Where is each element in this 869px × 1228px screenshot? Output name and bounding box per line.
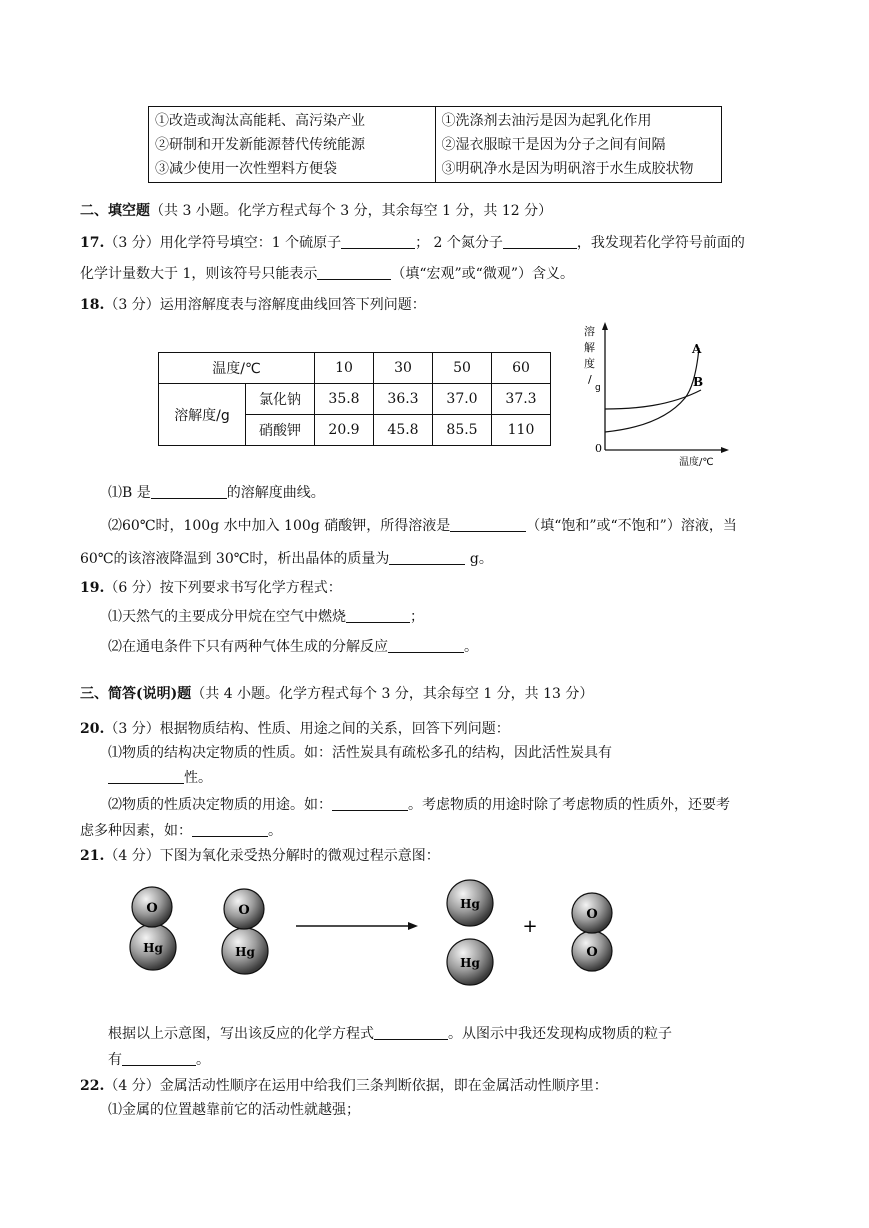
- answer-blank[interactable]: [341, 234, 415, 249]
- y-label-char: 溶: [584, 325, 595, 338]
- question-text: 化学计量数大于 1，则该符号只能表示: [80, 266, 318, 282]
- temp-cell: 50: [433, 353, 492, 384]
- question-text: ⑵在通电条件下只有两种气体生成的分解反应: [108, 639, 388, 655]
- origin-label: 0: [595, 442, 602, 455]
- question-text: 。: [464, 639, 478, 655]
- question-text: 根据以上示意图，写出该反应的化学方程式: [108, 1026, 374, 1042]
- section-2-title: 二、填空题: [80, 203, 150, 219]
- o-atom-label: O: [586, 945, 598, 960]
- y-axis-arrow: [602, 322, 608, 330]
- question-text: ；: [410, 609, 424, 625]
- answer-blank[interactable]: [503, 234, 577, 249]
- answer-blank[interactable]: [389, 550, 465, 565]
- comparison-table-right: [435, 107, 722, 182]
- question-text: ； 2 个氮分子: [415, 235, 503, 251]
- plus-sign: +: [522, 916, 538, 937]
- table-cell: 37.0: [433, 384, 492, 415]
- question-17-line-1: [80, 232, 745, 252]
- question-text: （4 分）金属活动性顺序在运用中给我们三条判断依据，即在金属活动性顺序里：: [104, 1078, 608, 1094]
- table-cell: 110: [492, 415, 551, 446]
- question-text: ，我发现若化学符号前面的: [576, 235, 745, 251]
- answer-blank[interactable]: [450, 517, 526, 532]
- answer-blank[interactable]: [108, 769, 184, 784]
- question-20-part-2: [108, 794, 730, 814]
- section-2-desc: （共 3 小题。化学方程式每个 3 分，其余每空 1 分，共 12 分）: [150, 203, 553, 219]
- question-text: ⑴物质的结构决定物质的性质。如：活性炭具有疏松多孔的结构，因此活性炭具有: [108, 745, 612, 761]
- question-text: 。: [196, 1052, 210, 1068]
- mercury-oxide-molecule: [130, 887, 176, 970]
- table-cell: 36.3: [374, 384, 433, 415]
- answer-blank[interactable]: [374, 1025, 448, 1040]
- question-text: 60℃的该溶液降温到 30℃时，析出晶体的质量为: [80, 551, 390, 567]
- question-text: g。: [469, 551, 493, 567]
- question-text: （填“宏观”或“微观”）含义。: [391, 266, 574, 282]
- question-text: （6 分）按下列要求书写化学方程式：: [104, 580, 342, 596]
- answer-blank[interactable]: [346, 608, 410, 623]
- mercury-oxide-molecule: [222, 889, 268, 974]
- temp-cell: 30: [374, 353, 433, 384]
- question-19-line-1: [80, 577, 342, 597]
- question-19-part-2: [108, 636, 478, 656]
- x-axis-arrow: [721, 447, 729, 453]
- question-21-line-1: [80, 845, 440, 865]
- question-22-part-1: [108, 1099, 360, 1119]
- mercury-oxide-decomposition-diagram: [120, 875, 660, 995]
- answer-blank[interactable]: [317, 265, 391, 280]
- question-number: 22.: [80, 1078, 105, 1094]
- oxygen-molecule: [572, 893, 612, 971]
- o-atom-label: O: [238, 903, 250, 918]
- question-text: ⑵物质的性质决定物质的用途。如：: [108, 797, 332, 813]
- solubility-table: [158, 352, 551, 446]
- y-label-char: /: [588, 373, 592, 386]
- solubility-label: 溶解度/g: [159, 384, 246, 446]
- section-3-title: 三、简答(说明)题: [80, 686, 192, 702]
- table-cell: 37.3: [492, 384, 551, 415]
- question-18-part-2: [108, 515, 737, 535]
- curve-b: [605, 390, 701, 409]
- question-text: 。考虑物质的用途时除了考虑物质的性质外，还要考: [408, 797, 730, 813]
- hg-atom-label: Hg: [460, 956, 480, 970]
- solubility-curve-graph: [575, 318, 735, 478]
- table-cell: 35.8: [315, 384, 374, 415]
- question-20-part-2-cont: [80, 820, 282, 840]
- curve-a-label: A: [692, 342, 702, 356]
- question-text: （4 分）下图为氧化汞受热分解时的微观过程示意图：: [104, 848, 440, 864]
- question-text: ⑴B 是: [108, 485, 151, 501]
- question-number: 21.: [80, 848, 105, 864]
- question-20-part-1: [108, 742, 612, 762]
- table-cell: ①改造或淘汰高能耗、高污染产业: [155, 113, 365, 129]
- x-axis-label: 温度/℃: [679, 457, 714, 468]
- question-text: （3 分）运用溶解度表与溶解度曲线回答下列问题：: [104, 297, 426, 313]
- question-17-line-2: [80, 263, 574, 283]
- question-text: 性。: [184, 770, 212, 786]
- section-2-heading: [80, 200, 552, 220]
- question-20-line-1: [80, 718, 510, 738]
- hg-atom-label: Hg: [235, 945, 255, 959]
- question-text: 有: [108, 1052, 122, 1068]
- table-cell: 45.8: [374, 415, 433, 446]
- answer-blank[interactable]: [151, 484, 227, 499]
- o-atom-label: O: [146, 901, 158, 916]
- y-label-char: g: [595, 383, 601, 393]
- o-atom-label: O: [586, 907, 598, 922]
- question-text: 。从图示中我还发现构成物质的粒子: [448, 1026, 672, 1042]
- question-number: 17.: [80, 235, 105, 251]
- hg-atom-label: Hg: [143, 941, 163, 955]
- table-cell: 85.5: [433, 415, 492, 446]
- question-20-part-1-cont: [108, 767, 212, 787]
- answer-blank[interactable]: [332, 796, 408, 811]
- question-number: 18.: [80, 297, 105, 313]
- table-cell: ②湿衣服晾干是因为分子之间有间隔: [441, 137, 666, 153]
- question-text: ⑴金属的位置越靠前它的活动性就越强；: [108, 1102, 360, 1118]
- curve-a: [605, 348, 699, 432]
- header-temperature: 温度/℃: [159, 353, 315, 384]
- temp-cell: 60: [492, 353, 551, 384]
- question-number: 20.: [80, 721, 105, 737]
- substance-name: 氯化钠: [246, 384, 315, 415]
- section-3-heading: [80, 683, 593, 703]
- reaction-arrow-head: [408, 922, 418, 930]
- section-3-desc: （共 4 小题。化学方程式每个 3 分，其余每空 1 分，共 13 分）: [191, 686, 594, 702]
- question-text: （3 分）用化学符号填空：1 个硫原子: [104, 235, 342, 251]
- answer-blank[interactable]: [388, 638, 464, 653]
- y-label-char: 解: [584, 341, 595, 354]
- substance-name: 硝酸钾: [246, 415, 315, 446]
- question-text: 的溶解度曲线。: [226, 485, 325, 501]
- question-text: （3 分）根据物质结构、性质、用途之间的关系，回答下列问题：: [104, 721, 510, 737]
- question-19-part-1: [108, 606, 424, 626]
- question-22-line-1: [80, 1075, 608, 1095]
- table-cell: 20.9: [315, 415, 374, 446]
- curve-b-label: B: [693, 375, 704, 389]
- y-label-char: 度: [584, 357, 595, 370]
- table-cell: ③明矾净水是因为明矾溶于水生成胶状物: [441, 161, 694, 177]
- question-text: ⑴天然气的主要成分甲烷在空气中燃烧: [108, 609, 346, 625]
- question-21-part-1-cont: [108, 1049, 210, 1069]
- question-21-part-1: [108, 1023, 672, 1043]
- question-number: 19.: [80, 580, 105, 596]
- answer-blank[interactable]: [122, 1051, 196, 1066]
- question-text: 虑多种因素，如：: [80, 823, 192, 839]
- question-18-part-1: [108, 482, 325, 502]
- table-cell: ①洗涤剂去油污是因为起乳化作用: [441, 113, 652, 129]
- table-cell: ③减少使用一次性塑料方便袋: [155, 161, 337, 177]
- hg-atom-label: Hg: [460, 897, 480, 911]
- table-cell: ②研制和开发新能源替代传统能源: [155, 137, 365, 153]
- answer-blank[interactable]: [192, 822, 268, 837]
- comparison-table-left: [149, 107, 435, 182]
- question-text: （填“饱和”或“不饱和”）溶液，当: [526, 518, 737, 534]
- question-text: 。: [268, 823, 282, 839]
- question-text: ⑵60℃时，100g 水中加入 100g 硝酸钾，所得溶液是: [108, 518, 451, 534]
- question-18-line-1: [80, 294, 426, 314]
- comparison-table: [148, 106, 722, 183]
- temp-cell: 10: [315, 353, 374, 384]
- question-18-part-2-cont: [80, 548, 493, 568]
